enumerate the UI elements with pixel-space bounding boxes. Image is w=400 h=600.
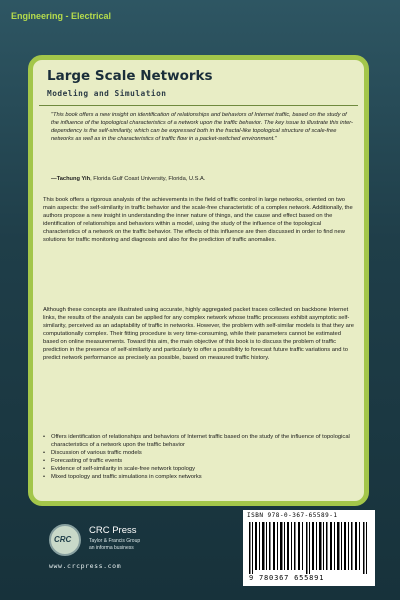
barcode-number: 9 780367 655891 (249, 574, 325, 582)
publisher-group: Taylor & Francis Group (89, 538, 141, 544)
feature-item: • Offers identification of relationships and behaviors of Internet traffic based on the study of the influence of topological characteristics of a network upon the traffic behavior (43, 434, 357, 450)
logo-text: CRC (54, 535, 72, 544)
description-paragraph: This book offers a rigorous analysis of the achievements in the field of traffic control in large networks, oriented on two main aspects: the self-similarity in traffic behavior and the scale-free characteristic of a complex network. Additionally, the authors propose a new insight in understanding the inner nature of things, and the cause and effect based on the identification of relationships and behaviors within a model, using the study of the influence of the topological characteristics of a network on the traffic behavior. The effects of this influence are then discussed in order to find new solutions for traffic monitoring and diagnosis and also for the prediction of traffic anomalies. (43, 197, 353, 243)
quote-attribution (51, 176, 205, 182)
divider (39, 105, 358, 106)
book-title: Large Scale Networks (47, 68, 213, 84)
attribution-affiliation: , Florida Gulf Coast University, Florida, U.S.A. (90, 176, 206, 182)
publisher-url: www.crcpress.com (49, 562, 122, 570)
feature-item: • Discussion of various traffic models (43, 450, 357, 458)
category-label: Engineering - Electrical (11, 11, 112, 21)
isbn-barcode (243, 510, 375, 586)
publisher-name: CRC Press (89, 525, 137, 536)
feature-list (43, 434, 357, 482)
feature-item: • Mixed topology and traffic simulations in complex networks (43, 474, 357, 482)
barcode-icon (249, 522, 369, 574)
feature-item: • Evidence of self-similarity in scale-free network topology (43, 466, 357, 474)
endorsement-quote: "This book offers a new insight on identification of relationships and behaviors of Internet traffic, based on the study of the influence of the topological characteristics of a network upon the traffic behavior. The key issue to illustrate this inter-dependency is the self-similarity, which can be expressed both in the fractal-like topological structure of scale-free networks as well as in the characteristics of traffic flow in a packet-switched environment." (51, 112, 353, 142)
feature-item: • Forecasting of traffic events (43, 458, 357, 466)
publisher-tagline: an informa business (89, 545, 134, 551)
publisher-logo (49, 524, 81, 556)
isbn-text: ISBN 978-0-367-65589-1 (247, 512, 338, 519)
description-panel (28, 55, 369, 506)
book-subtitle: Modeling and Simulation (47, 89, 167, 98)
attribution-name: —Tachung Yih (51, 176, 91, 182)
description-paragraph: Although these concepts are illustrated using accurate, highly aggregated packet traces collected on backbone Internet links, the results of the analysis can be applied for any complex network whose traffic processes exhibit asymptotic self-similarity, perceived as an adaptability of traffic in networks. However, the problem with self-similar models is that they are computationally complex. Their fitting procedure is very time-consuming, while their parameters cannot be estimated based on online measurements. Toward this aim, the main objective of this book is to discuss the problem of traffic prediction in the presence of self-similarity and particularly to offer a possibility to forecast future traffic variations and to predict network performance as precisely as possible, based on measured traffic history. (43, 307, 355, 361)
